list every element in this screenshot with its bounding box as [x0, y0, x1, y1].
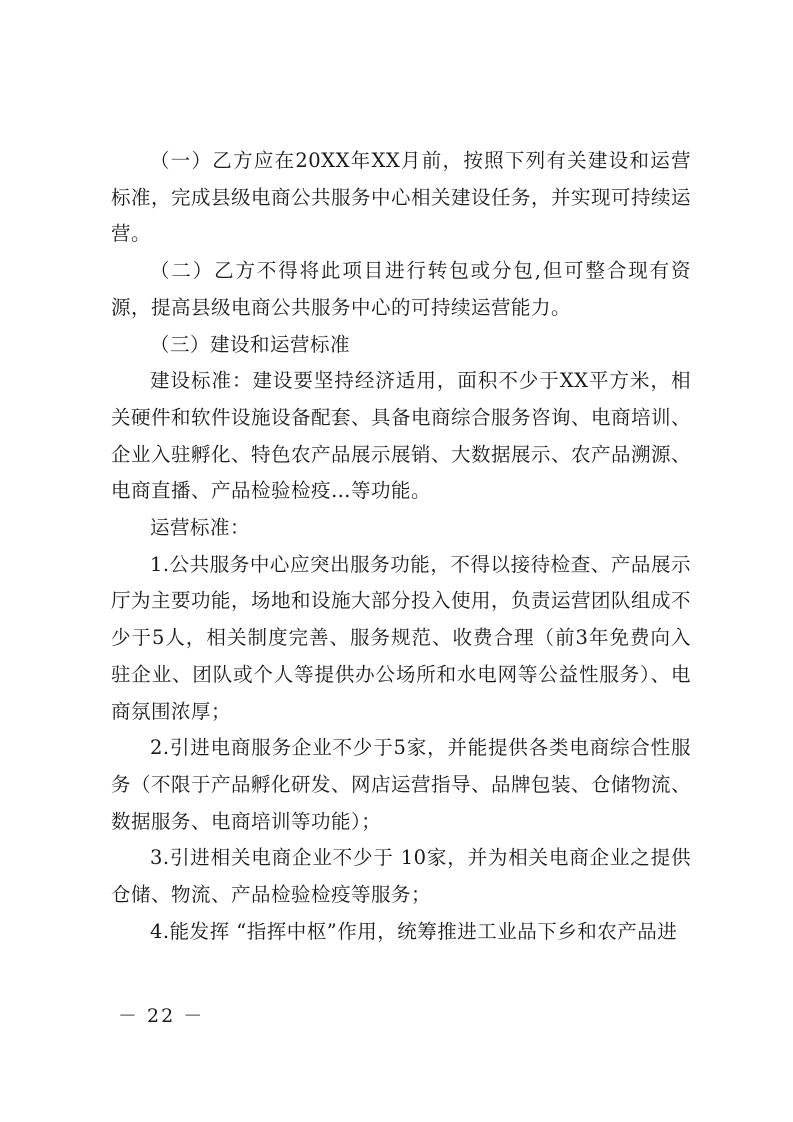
paragraph-operation-standard-label: 运营标准：: [150, 516, 251, 540]
paragraph-item-2: （二）乙方不得将此项目进行转包或分包,但可整合现有资源，提高县级电商公共服务中心的可持续运营能力。: [111, 259, 691, 319]
list-item-1: 1.公共服务中心应突出服务功能，不得以接待检查、产品展示厅为主要功能，场地和设施大部分投入使用，负责运营团队组成不少于5人，相关制度完善、服务规范、收费合理（前3年免费向入驻企业、团队或个人等提供办公场所和水电网等公益性服务）、电商氛围浓厚；: [111, 552, 692, 723]
section-heading-standards: （三）建设和运营标准: [150, 332, 351, 356]
list-item-4: 4.能发挥 “指挥中枢”作用，统筹推进工业品下乡和农产品进: [150, 919, 678, 943]
list-item-3: 3.引进相关电商企业不少于 10家，并为相关电商企业之提供仓储、物流、产品检验检疫等服务；: [111, 846, 691, 907]
document-body: [111, 143, 691, 950]
page-number: － 22 －: [118, 1005, 205, 1027]
list-item-2: 2.引进电商服务企业不少于5家，并能提供各类电商综合性服务（不限于产品孵化研发、网店运营指导、品牌包装、仓储物流、数据服务、电商培训等功能）；: [111, 736, 692, 833]
paragraph-item-1: （一）乙方应在20XX年XX月前，按照下列有关建设和运营标准，完成县级电商公共服务中心相关建设任务，并实现可持续运营。: [111, 149, 692, 246]
paragraph-construction-standard: 建设标准：建设要坚持经济适用，面积不少于XX平方米，相关硬件和软件设施设备配套、具备电商综合服务咨询、电商培训、企业入驻孵化、特色农产品展示展销、大数据展示、农产品溯源、电商直播、产品检验检疫…等功能。: [111, 369, 692, 503]
